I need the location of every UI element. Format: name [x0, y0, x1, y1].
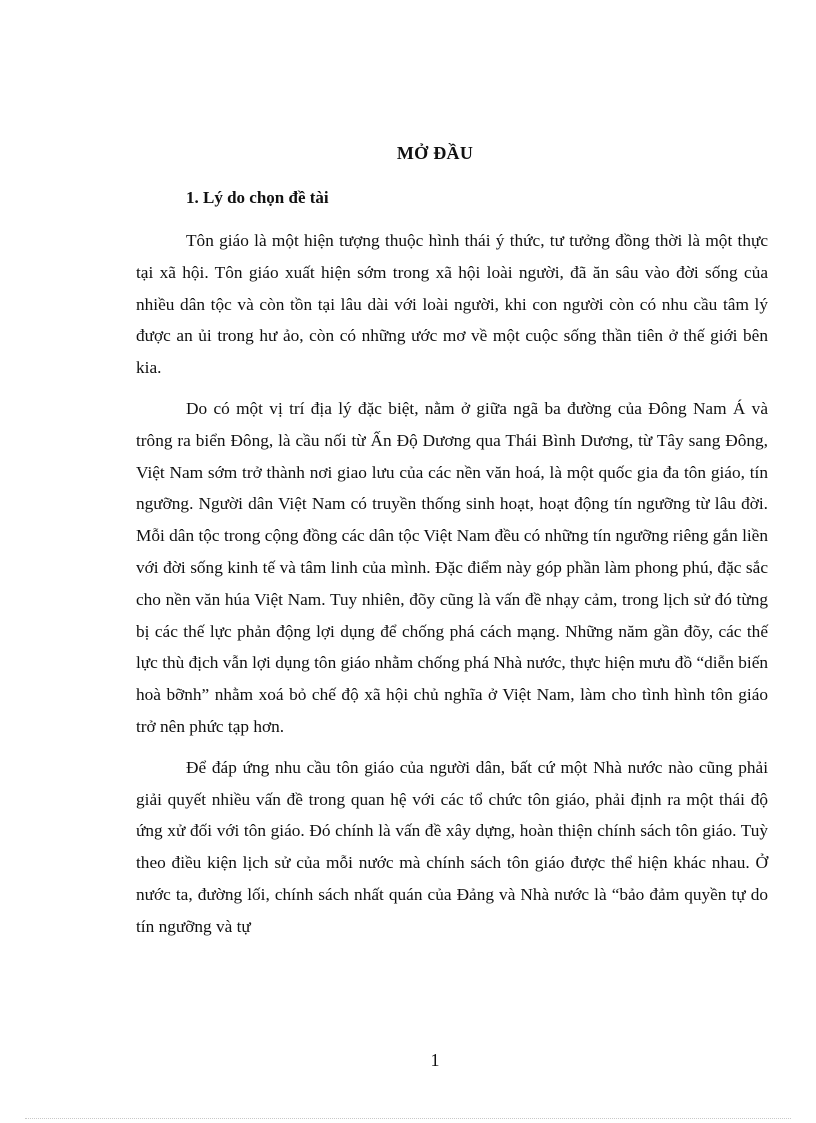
page-title: MỞ ĐẦU: [396, 143, 474, 163]
paragraph: Do có một vị trí địa lý đặc biệt, nằm ở giữa ngã ba đường của Đông Nam Á và trông ra biển Đông, là cầu nối từ Ấn Độ Dương qua Thái Bình Dương, từ Tây sang Đông, Việt Nam sớm trở thành nơi giao lưu của các nền văn hoá, là một quốc gia đa tôn giáo, tín ngưỡng. Người dân Việt Nam có truyền thống sinh hoạt, hoạt động tín ngưỡng từ lâu đời. Mỗi dân tộc trong cộng đồng các dân tộc Việt Nam đều có những tín ngưỡng riêng gắn liền với đời sống kinh tế và tâm linh của mình. Đặc điểm này góp phần làm phong phú, đặc sắc cho nền văn húa Việt Nam. Tuy nhiên, đõy cũng là vấn đề nhạy cảm, trong lịch sử đó từng bị các thế lực phản động lợi dụng để chống phá cách mạng. Những năm gần đõy, các thế lực thù địch vẫn lợi dụng tôn giáo nhằm chống phá Nhà nước, thực hiện mưu đồ “diễn biến hoà bỡnh” nhằm xoá bỏ chế độ xã hội chủ nghĩa ở Việt Nam, làm cho tình hình tôn giáo trở nên phức tạp hơn.: [136, 398, 768, 736]
body-text: [136, 225, 768, 952]
section-heading: 1. Lý do chọn đề tài: [186, 188, 329, 207]
page-number: 1: [430, 1050, 440, 1070]
paragraph: Để đáp ứng nhu cầu tôn giáo của người dân, bất cứ một Nhà nước nào cũng phải giải quyết nhiều vấn đề trong quan hệ với các tổ chức tôn giáo, phải định ra một thái độ ứng xử đối với tôn giáo. Đó chính là vấn đề xây dựng, hoàn thiện chính sách tôn giáo. Tuỳ theo điều kiện lịch sử của mỗi nước mà chính sách tôn giáo được thể hiện khác nhau. Ở nước ta, đường lối, chính sách nhất quán của Đảng và Nhà nước là “bảo đảm quyền tự do tín ngưỡng và tự: [136, 757, 768, 936]
paragraph: Tôn giáo là một hiện tượng thuộc hình thái ý thức, tư tưởng đồng thời là một thực tại xã hội. Tôn giáo xuất hiện sớm trong xã hội loài người, đã ăn sâu vào đời sống của nhiều dân tộc và còn tồn tại lâu dài với loài người, khi con người còn có nhu cầu tâm lý được an ủi trong hư ảo, còn có những ước mơ về một cuộc sống thần tiên ở thế giới bên kia.: [136, 231, 768, 378]
page-boundary-divider: [25, 1118, 791, 1119]
